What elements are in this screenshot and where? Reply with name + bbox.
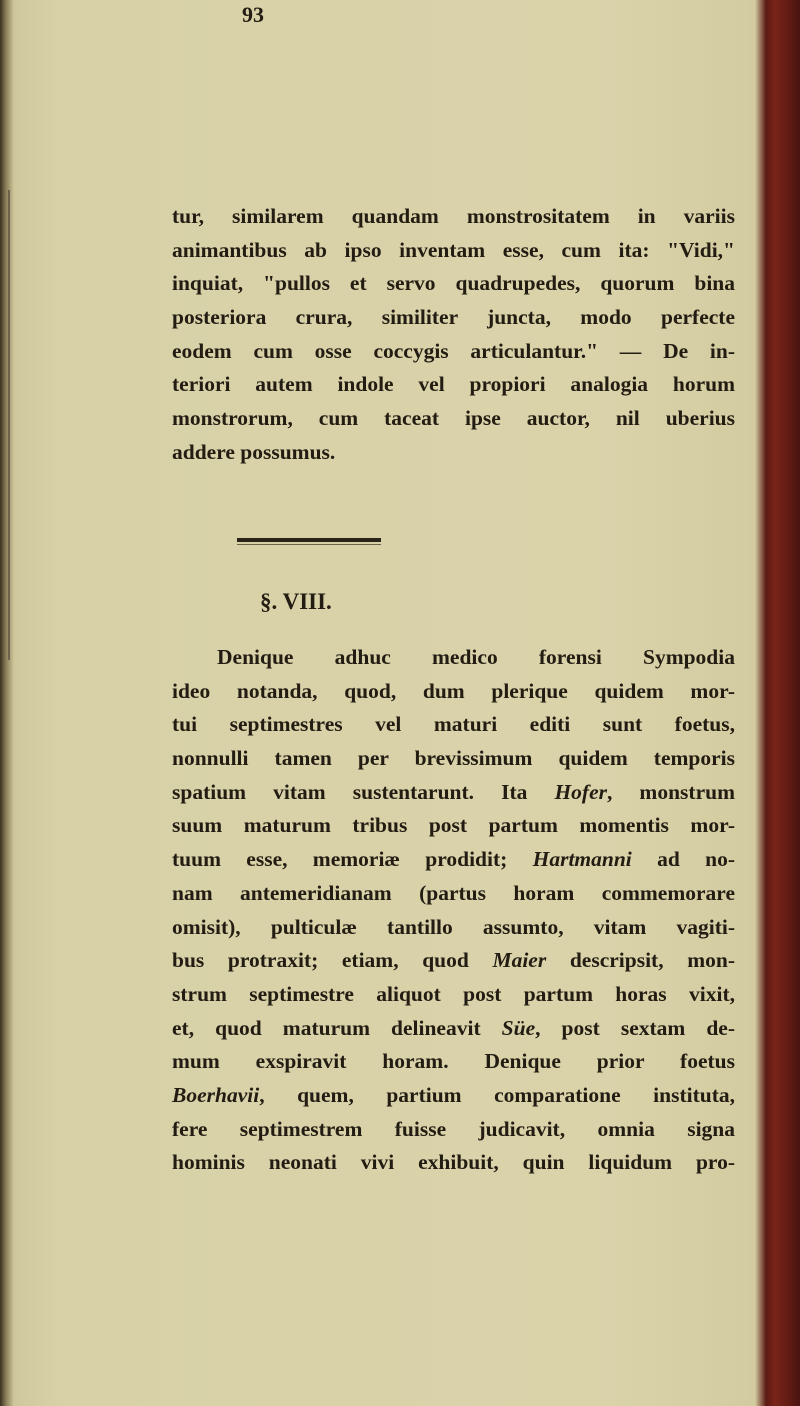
text-line	[172, 675, 735, 709]
text-line	[172, 776, 735, 810]
text-segment: mum exspiravit horam. Denique prior foetus	[172, 1049, 735, 1074]
text-segment: addere possumus.	[172, 439, 336, 464]
text-segment: , quem, partium comparatione instituta,	[259, 1082, 735, 1107]
text-segment: tui septimestres vel maturi editi sunt foetus,	[172, 712, 735, 737]
author-name: Süe	[501, 1015, 536, 1040]
text-line	[172, 1045, 735, 1079]
text-line	[172, 200, 735, 234]
text-segment: bus protraxit; etiam, quod	[172, 948, 493, 973]
section-divider-rule	[237, 538, 381, 542]
text-segment: omisit), pulticulæ tantillo assumto, vitam vagiti-	[172, 914, 735, 939]
text-segment: Denique adhuc medico forensi Sympodia	[217, 645, 735, 669]
text-line	[172, 911, 735, 945]
author-name: Hartmanni	[532, 847, 632, 872]
section-heading: §. VIII.	[260, 589, 332, 614]
text-line	[172, 809, 735, 843]
text-line	[172, 267, 735, 301]
text-line	[172, 234, 735, 268]
author-name: Hofer	[554, 779, 607, 804]
text-line	[172, 1113, 735, 1147]
text-line	[172, 402, 735, 436]
text-segment: ad no-	[631, 847, 735, 872]
text-segment: spatium vitam sustentarunt. Ita	[172, 779, 555, 804]
text-segment: tur, similarem quandam monstrositatem in variis	[172, 204, 735, 228]
page-number: 93	[242, 2, 264, 27]
text-line	[172, 843, 735, 877]
text-segment: , post sextam de-	[535, 1015, 736, 1040]
binding-shadow	[8, 190, 10, 660]
text-segment: teriori autem indole vel propiori analogia horum	[172, 372, 735, 397]
text-segment: eodem cum osse coccygis articulantur." — De in-	[172, 338, 735, 363]
author-name: Maier	[492, 948, 547, 973]
text-line	[172, 742, 735, 776]
text-segment: inquiat, "pullos et servo quadrupedes, quorum bina	[172, 271, 735, 296]
text-segment: suum maturum tribus post partum momentis mor-	[172, 813, 735, 838]
text-line	[172, 641, 735, 675]
text-line	[172, 1146, 735, 1180]
paragraph-continued	[172, 200, 735, 470]
text-segment: , monstrum	[606, 779, 735, 804]
text-segment: et, quod maturum delineavit	[172, 1015, 502, 1040]
text-segment: nonnulli tamen per brevissimum quidem temporis	[172, 746, 735, 771]
text-line	[172, 978, 735, 1012]
paragraph-section-viii	[172, 641, 735, 1180]
author-name: Boerhavii	[172, 1082, 260, 1107]
text-line	[172, 301, 735, 335]
text-segment: monstrorum, cum taceat ipse auctor, nil uberius	[172, 406, 735, 431]
text-line	[172, 335, 735, 369]
text-line	[172, 944, 735, 978]
text-segment: ideo notanda, quod, dum plerique quidem mor-	[172, 678, 735, 703]
text-segment: nam antemeridianam (partus horam commemorare	[172, 880, 735, 905]
text-segment: posteriora crura, similiter juncta, modo perfecte	[172, 305, 735, 330]
text-line	[172, 1079, 735, 1113]
text-line	[172, 368, 735, 402]
text-line	[172, 436, 735, 470]
text-line	[172, 1012, 735, 1046]
text-segment: hominis neonati vivi exhibuit, quin liquidum pro-	[172, 1150, 735, 1175]
text-segment: animantibus ab ipso inventam esse, cum ita: "Vidi,"	[172, 237, 735, 262]
text-segment: strum septimestre aliquot post partum horas vixit,	[172, 981, 735, 1006]
text-segment: fere septimestrem fuisse judicavit, omnia signa	[172, 1116, 735, 1141]
text-segment: tuum esse, memoriæ prodidit;	[172, 847, 533, 872]
text-line	[172, 708, 735, 742]
text-segment: descripsit, mon-	[546, 948, 735, 973]
text-line	[172, 877, 735, 911]
